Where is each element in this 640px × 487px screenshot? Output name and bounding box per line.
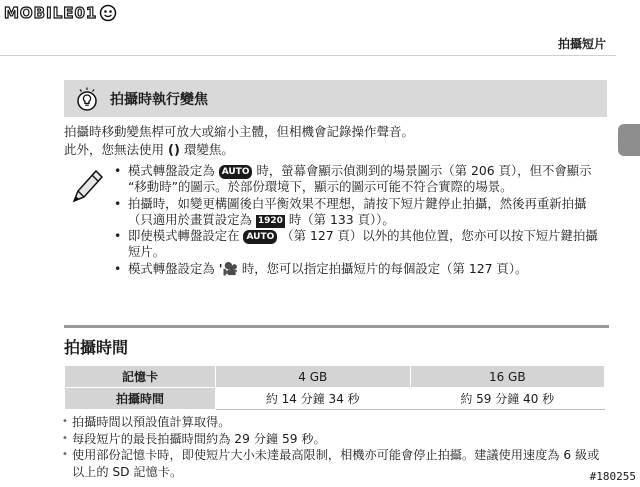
table-header-row bbox=[65, 366, 605, 388]
intro-line-2 bbox=[64, 141, 604, 160]
intro-line-1: 拍攝時移動變焦桿可放大或縮小主體，但相機會記錄操作聲音。 bbox=[64, 124, 415, 139]
note-text: 時，您可以指定拍攝短片的每個設定（第 127 頁）。 bbox=[241, 260, 528, 276]
footnote-item: • 拍攝時間以預設值計算取得。 bbox=[62, 414, 607, 431]
recording-time-heading: 拍攝時間 bbox=[64, 338, 129, 357]
column-header: 4 GB bbox=[216, 366, 411, 388]
row-header: 拍攝時間 bbox=[65, 388, 216, 410]
note-text: 模式轉盤設定為 bbox=[128, 260, 215, 276]
note-item bbox=[112, 228, 610, 261]
intro-line-2-b: 環變焦。 bbox=[183, 142, 234, 157]
table-cell: 約 59 分鐘 40 秒 bbox=[410, 388, 605, 410]
bulb-icon bbox=[76, 87, 98, 111]
table-cell: 約 14 分鐘 34 秒 bbox=[216, 388, 411, 410]
note-text: （第 127 頁）以外的其他位置，您亦可以按下短片鍵拍攝短片。 bbox=[128, 228, 598, 260]
footnote-item: • 每段短片的最長拍攝時間約為 29 分鐘 59 秒。 bbox=[62, 431, 607, 448]
control-ring-icon: () bbox=[168, 143, 180, 158]
column-header: 記憶卡 bbox=[65, 366, 216, 388]
note-text: 拍攝時，如變更構圖後白平衡效果不理想，請按下短片鍵停止拍攝，然後再重新拍攝（只適用於畫質設定為 bbox=[128, 195, 587, 227]
section-title-band bbox=[64, 80, 607, 117]
table-row bbox=[65, 388, 605, 410]
note-text: 即使模式轉盤設定在 bbox=[128, 228, 240, 244]
note-text: 時（第 133 頁））。 bbox=[288, 211, 395, 227]
auto-mode-icon: AUTO bbox=[243, 230, 277, 244]
note-list bbox=[112, 163, 610, 277]
recording-time-table bbox=[64, 365, 605, 410]
note-item bbox=[112, 261, 610, 277]
intro-line-2-a: 此外，您無法使用 bbox=[64, 142, 165, 157]
note-divider bbox=[64, 325, 609, 328]
fullhd-quality-icon: 1920 bbox=[257, 215, 283, 226]
logo-face-icon bbox=[99, 4, 117, 22]
column-header: 16 GB bbox=[410, 366, 605, 388]
movie-mode-icon: '🎥 bbox=[218, 260, 238, 276]
section-intro bbox=[64, 123, 604, 160]
auto-mode-icon: AUTO bbox=[219, 165, 253, 179]
pencil-note-icon bbox=[70, 167, 104, 205]
logo-text: MOBILE01 bbox=[4, 4, 98, 22]
chapter-side-tab bbox=[618, 124, 640, 156]
note-text: 時，螢幕會顯示偵測到的場景圖示（第 206 頁），但不會顯示 “移動時”的圖示。於部份環境下，顯示的圖示可能不符合實際的場景。 bbox=[128, 163, 592, 195]
note-item bbox=[112, 196, 610, 229]
image-id-stamp: #180255 bbox=[589, 470, 636, 483]
header-divider bbox=[0, 55, 616, 56]
footnote-item: • 使用部份記憶卡時，即使短片大小未達最高限制，相機亦可能會停止拍攝。建議使用速度為 6 級或以上的 SD 記憶卡。 bbox=[62, 447, 607, 480]
mobile01-logo bbox=[4, 2, 117, 24]
note-text: 模式轉盤設定為 bbox=[128, 163, 215, 178]
page-header-title: 拍攝短片 bbox=[557, 37, 606, 51]
note-item bbox=[112, 163, 610, 196]
footnote-list bbox=[62, 414, 607, 480]
section-title: 拍攝時執行變焦 bbox=[110, 91, 208, 108]
